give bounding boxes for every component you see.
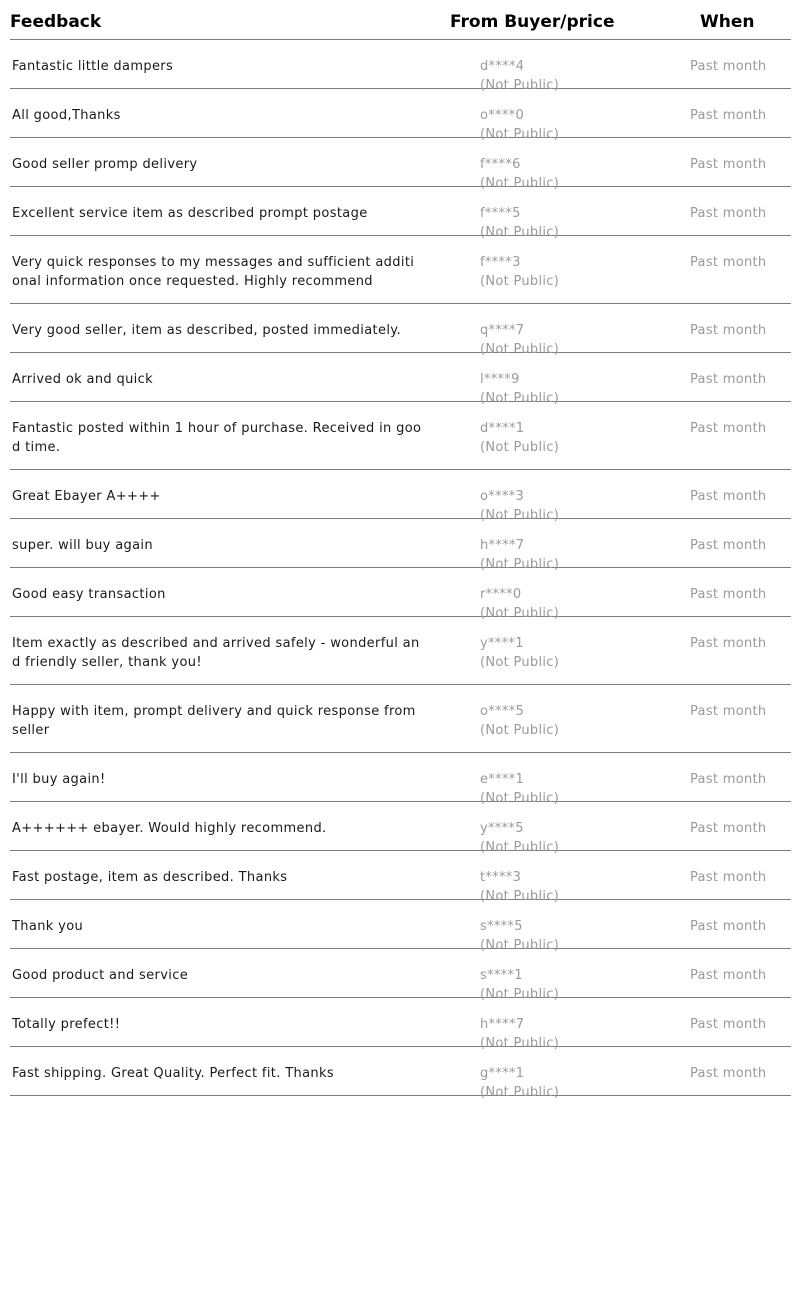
feedback-time: Past month (690, 968, 767, 983)
table-row (10, 949, 791, 1002)
buyer-id: t****3 (480, 870, 522, 885)
feedback-comment: Arrived ok and quick (12, 372, 154, 387)
price-visibility: (Not Public) (480, 391, 560, 406)
feedback-comment: Good product and service (12, 968, 189, 983)
column-header-when: When (700, 12, 755, 32)
price-visibility: (Not Public) (480, 78, 560, 93)
feedback-time: Past month (690, 587, 767, 602)
table-row (10, 1047, 791, 1100)
price-visibility: (Not Public) (480, 127, 560, 142)
price-visibility: (Not Public) (480, 655, 560, 670)
feedback-comment: Great Ebayer A++++ (12, 489, 161, 504)
feedback-time: Past month (690, 919, 767, 934)
buyer-id: f****6 (480, 157, 521, 172)
feedback-time: Past month (690, 59, 767, 74)
feedback-time: Past month (690, 489, 767, 504)
buyer-id: y****1 (480, 636, 524, 651)
feedback-time: Past month (690, 157, 767, 172)
table-row (10, 519, 791, 572)
price-visibility: (Not Public) (480, 840, 560, 855)
feedback-time: Past month (690, 372, 767, 387)
feedback-comment: Excellent service item as described prompt postage (12, 206, 368, 221)
price-visibility: (Not Public) (480, 508, 560, 523)
table-row (10, 236, 791, 304)
table-row (10, 402, 791, 470)
feedback-comment: Thank you (12, 919, 84, 934)
price-visibility: (Not Public) (480, 723, 560, 738)
feedback-comment: Very good seller, item as described, posted immediately. (12, 323, 401, 338)
feedback-table (10, 0, 791, 1100)
table-row (10, 40, 791, 93)
feedback-comment: I'll buy again! (12, 772, 106, 787)
feedback-time: Past month (690, 108, 767, 123)
table-row (10, 187, 791, 240)
buyer-id: f****5 (480, 206, 521, 221)
buyer-id: h****7 (480, 538, 525, 553)
table-row (10, 998, 791, 1051)
buyer-id: r****0 (480, 587, 522, 602)
feedback-rows (10, 40, 791, 1100)
buyer-id: o****0 (480, 108, 525, 123)
buyer-id: o****3 (480, 489, 525, 504)
feedback-comment: Good seller promp delivery (12, 157, 198, 172)
feedback-comment: Fast postage, item as described. Thanks (12, 870, 288, 885)
buyer-id: s****5 (480, 919, 523, 934)
price-visibility: (Not Public) (480, 342, 560, 357)
buyer-cell (480, 702, 559, 740)
buyer-cell (480, 634, 559, 672)
table-row (10, 470, 791, 523)
buyer-id: l****9 (480, 372, 520, 387)
table-row (10, 353, 791, 406)
feedback-comment: super. will buy again (12, 538, 153, 553)
feedback-time: Past month (690, 255, 767, 270)
feedback-time: Past month (690, 870, 767, 885)
table-row (10, 89, 791, 142)
feedback-time: Past month (690, 323, 767, 338)
table-row (10, 900, 791, 953)
buyer-id: o****5 (480, 704, 525, 719)
feedback-comment: Happy with item, prompt delivery and quick response from seller (12, 704, 416, 738)
table-row (10, 617, 791, 685)
table-row (10, 753, 791, 806)
table-row (10, 802, 791, 855)
price-visibility: (Not Public) (480, 557, 560, 572)
feedback-comment: All good,Thanks (12, 108, 121, 123)
feedback-time: Past month (690, 1017, 767, 1032)
feedback-comment: A++++++ ebayer. Would highly recommend. (12, 821, 327, 836)
price-visibility: (Not Public) (480, 987, 560, 1002)
buyer-id: d****4 (480, 59, 525, 74)
buyer-id: q****7 (480, 323, 525, 338)
feedback-time: Past month (690, 1066, 767, 1081)
feedback-comment: Fantastic little dampers (12, 59, 174, 74)
price-visibility: (Not Public) (480, 440, 560, 455)
price-visibility: (Not Public) (480, 1085, 560, 1100)
price-visibility: (Not Public) (480, 938, 560, 953)
buyer-id: f****3 (480, 255, 521, 270)
feedback-comment: Fantastic posted within 1 hour of purchase. Received in good time. (12, 421, 422, 455)
buyer-cell (480, 419, 559, 457)
table-row (10, 685, 791, 753)
table-row (10, 851, 791, 904)
price-visibility: (Not Public) (480, 1036, 560, 1051)
buyer-cell (480, 253, 559, 291)
feedback-comment: Very quick responses to my messages and sufficient additional information once requested. Highly recommend (12, 255, 415, 289)
feedback-time: Past month (690, 772, 767, 787)
column-header-feedback: Feedback (10, 12, 102, 32)
buyer-id: y****5 (480, 821, 524, 836)
buyer-cell (480, 1064, 559, 1102)
buyer-id: h****7 (480, 1017, 525, 1032)
feedback-comment: Totally prefect!! (12, 1017, 121, 1032)
price-visibility: (Not Public) (480, 225, 560, 240)
table-row (10, 568, 791, 621)
price-visibility: (Not Public) (480, 274, 560, 289)
feedback-comment: Fast shipping. Great Quality. Perfect fit. Thanks (12, 1066, 334, 1081)
table-row (10, 304, 791, 357)
feedback-time: Past month (690, 538, 767, 553)
buyer-id: s****1 (480, 968, 523, 983)
feedback-time: Past month (690, 421, 767, 436)
price-visibility: (Not Public) (480, 606, 560, 621)
price-visibility: (Not Public) (480, 176, 560, 191)
buyer-id: e****1 (480, 772, 525, 787)
feedback-time: Past month (690, 704, 767, 719)
column-header-buyer-price: From Buyer/price (450, 12, 615, 32)
price-visibility: (Not Public) (480, 889, 560, 904)
buyer-id: d****1 (480, 421, 525, 436)
buyer-id: g****1 (480, 1066, 525, 1081)
feedback-time: Past month (690, 206, 767, 221)
table-row (10, 138, 791, 191)
price-visibility: (Not Public) (480, 791, 560, 806)
feedback-time: Past month (690, 636, 767, 651)
feedback-time: Past month (690, 821, 767, 836)
feedback-comment: Good easy transaction (12, 587, 166, 602)
feedback-comment: Item exactly as described and arrived safely - wonderful and friendly seller, thank you! (12, 636, 420, 670)
table-header (10, 0, 791, 40)
